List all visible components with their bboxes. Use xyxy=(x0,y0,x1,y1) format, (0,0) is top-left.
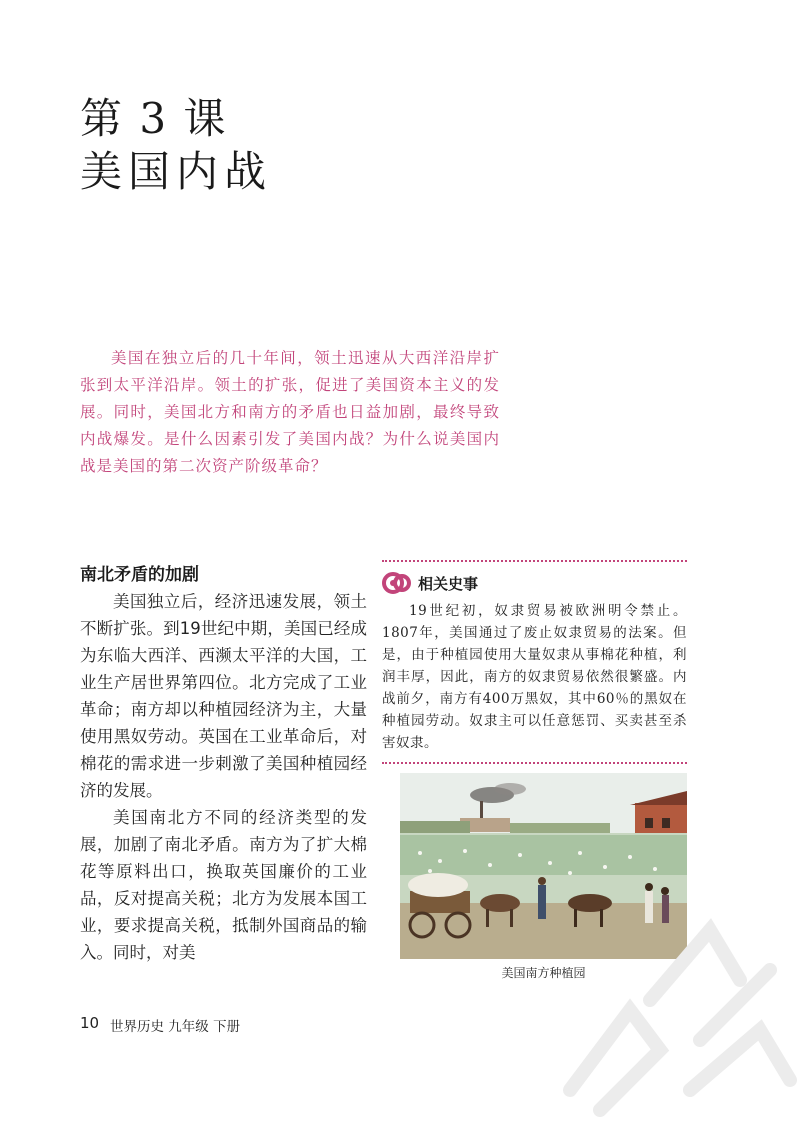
related-history-box xyxy=(382,560,687,764)
intro-paragraph: 美国在独立后的几十年间，领土迅速从大西洋沿岸扩张到太平洋沿岸。领土的扩张，促进了美国资本主义的发展。同时，美国北方和南方的矛盾也日益加剧，最终导致内战爆发。是什么因素引发了美国内战？为什么说美国内战是美国的第二次资产阶级革命？ xyxy=(80,349,500,475)
related-history-icon xyxy=(382,569,412,597)
section-heading: 南北矛盾的加剧 xyxy=(80,565,199,585)
book-title: 世界历史 九年级 下册 xyxy=(110,1019,241,1035)
plantation-illustration xyxy=(400,773,687,959)
body-paragraph-2: 美国南北方不同的经济类型的发展，加剧了南北矛盾。南方为了扩大棉花等原料出口，换取英国廉价的工业品，反对提高关税；北方为发展本国工业，要求提高关税，抵制外国商品的输入。同时，对美 xyxy=(80,808,367,962)
related-history-header xyxy=(382,568,687,598)
figure-caption: 美国南方种植园 xyxy=(501,966,586,980)
related-history-title: 相关史事 xyxy=(418,574,479,593)
lesson-number: 第 3 课 xyxy=(80,94,228,143)
page-number: 10 xyxy=(80,1014,100,1032)
body-paragraph-1: 美国独立后，经济迅速发展，领土不断扩张。到19世纪中期，美国已经成为东临大西洋、西濒太平洋的大国，工业生产居世界第四位。北方完成了工业革命；南方却以种植园经济为主，大量使用黑奴劳动。英国在工业革命后，对棉花的需求进一步刺激了美国种植园经济的发展。 xyxy=(80,592,367,800)
related-history-text: 19世纪初，奴隶贸易被欧洲明令禁止。1807年，美国通过了废止奴隶贸易的法案。但是，由于种植园使用大量奴隶从事棉花种植，利润丰厚，因此，南方的奴隶贸易依然很繁盛。内战前夕，南方有400万黑奴，其中60％的黑奴在种植园劳动。奴隶主可以任意惩罚、买卖甚至杀害奴隶。 xyxy=(382,603,687,751)
lesson-title: 美国内战 xyxy=(80,147,273,196)
section-body xyxy=(80,588,367,966)
